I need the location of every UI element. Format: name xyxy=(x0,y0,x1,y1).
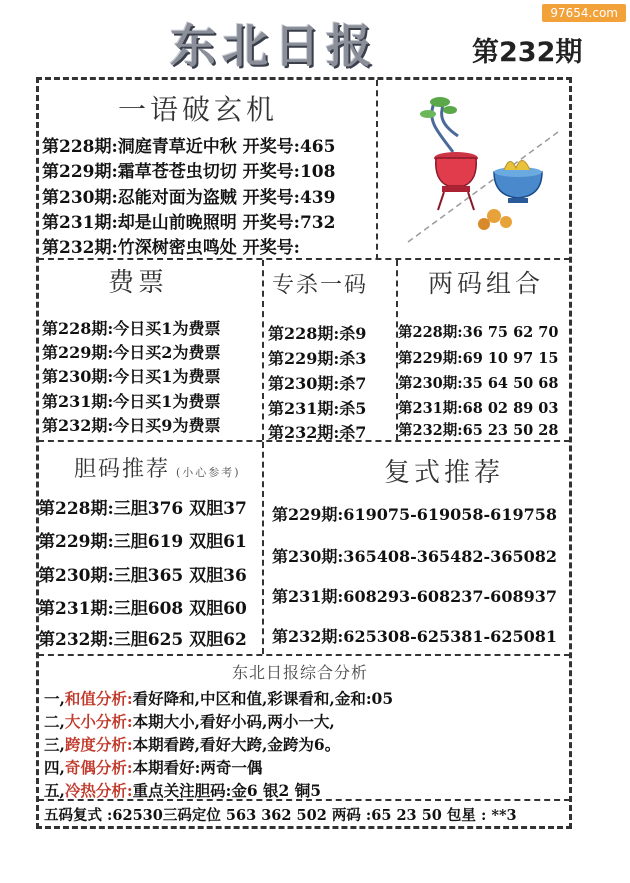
summary-row-text: 本期大小,看好小码,两小一大, xyxy=(132,712,335,731)
summary-row-label: 大小分析: xyxy=(64,712,133,731)
zhuansha-row: 第232期:杀7 xyxy=(268,423,367,442)
summary-row xyxy=(44,687,393,709)
summary-bottom-line: 五码复式 :62530三码定位 563 362 502 两码 :65 23 50 包星 : **3 xyxy=(44,807,517,824)
fushi-row: 第229期:619075-619058-619758 xyxy=(272,505,557,524)
liangma-row: 第229期:69 10 97 15 xyxy=(398,350,559,367)
divider-feipiao-vertical xyxy=(262,260,264,440)
feipiao-title: 费票 xyxy=(108,268,169,298)
feipiao-row: 第228期:今日买1为费票 xyxy=(42,319,221,338)
divider-riddle-vertical xyxy=(376,80,378,260)
masthead-title: 东北日报 xyxy=(170,19,378,73)
summary-row-text: 本期看跨,看好大跨,金跨为6。 xyxy=(132,735,341,754)
danma-row: 第232期:三胆625 双胆62 xyxy=(38,630,247,650)
summary-row-num: 三, xyxy=(44,735,65,754)
summary-row-label: 和值分析: xyxy=(64,689,133,708)
zhuansha-row: 第228期:杀9 xyxy=(268,324,367,343)
summary-row-num: 五, xyxy=(44,781,65,800)
divider-1 xyxy=(38,258,570,260)
liangma-row: 第232期:65 23 50 28 xyxy=(398,422,559,439)
tree-branch-icon xyxy=(420,97,458,152)
summary-row-text: 本期看好:两奇一偶 xyxy=(132,758,263,777)
danma-title: 胆码推荐 (小心参考) xyxy=(74,457,241,482)
summary-row-text: 重点关注胆码:金6 银2 铜5 xyxy=(132,781,322,800)
zhuansha-row: 第230期:杀7 xyxy=(268,374,367,393)
red-vase-icon xyxy=(434,152,478,210)
feipiao-row: 第231期:今日买1为费票 xyxy=(42,392,221,411)
danma-row: 第228期:三胆376 双胆37 xyxy=(38,499,247,519)
danma-row: 第230期:三胆365 双胆36 xyxy=(38,566,247,586)
blue-bowl-icon xyxy=(494,160,542,203)
divider-3 xyxy=(38,654,570,656)
feipiao-row: 第230期:今日买1为费票 xyxy=(42,367,221,386)
riddle-title: 一语破玄机 xyxy=(118,93,279,126)
summary-row xyxy=(44,779,321,801)
summary-row-label: 跨度分析: xyxy=(64,735,133,754)
summary-row-num: 四, xyxy=(44,758,65,777)
fushi-title: 复式推荐 xyxy=(384,458,505,488)
zhuansha-row: 第231期:杀5 xyxy=(268,399,367,418)
zhuansha-title: 专杀一码 xyxy=(272,273,369,298)
summary-row-text: 看好降和,中区和值,彩课看和,金和:05 xyxy=(132,689,394,708)
feipiao-row: 第232期:今日买9为费票 xyxy=(42,416,221,435)
fushi-row: 第231期:608293-608237-608937 xyxy=(272,587,557,606)
fruit-icon xyxy=(478,209,512,230)
fushi-row: 第230期:365408-365482-365082 xyxy=(272,547,557,566)
danma-row: 第231期:三胆608 双胆60 xyxy=(38,599,247,619)
liangma-row: 第228期:36 75 62 70 xyxy=(398,324,559,341)
liangma-title: 两码组合 xyxy=(428,269,545,298)
fushi-row: 第232期:625308-625381-625081 xyxy=(272,627,557,646)
riddle-row: 第231期:却是山前晚照明 开奖号:732 xyxy=(42,213,336,233)
summary-row xyxy=(44,756,262,778)
zhuansha-row: 第229期:杀3 xyxy=(268,349,367,368)
summary-row-label: 奇偶分析: xyxy=(64,758,133,777)
feipiao-row: 第229期:今日买2为费票 xyxy=(42,343,221,362)
danma-row: 第229期:三胆619 双胆61 xyxy=(38,532,247,552)
summary-row-num: 一, xyxy=(44,689,65,708)
divider-danma-vertical xyxy=(262,442,264,654)
danma-note: (小心参考) xyxy=(176,466,241,479)
riddle-row: 第228期:洞庭青草近中秋 开奖号:465 xyxy=(42,137,336,157)
summary-row-label: 冷热分析: xyxy=(64,781,133,800)
riddle-row: 第229期:霜草苍苍虫切切 开奖号:108 xyxy=(42,162,336,182)
incense-burner-illustration xyxy=(398,92,566,254)
summary-row xyxy=(44,733,340,755)
issue-number: 第232期 xyxy=(472,37,583,68)
summary-row-num: 二, xyxy=(44,712,65,731)
riddle-row: 第230期:忍能对面为盗贼 开奖号:439 xyxy=(42,188,336,208)
liangma-row: 第231期:68 02 89 03 xyxy=(398,400,559,417)
riddle-row: 第232期:竹深树密虫鸣处 开奖号: xyxy=(42,238,300,258)
site-watermark: 97654.com xyxy=(542,4,626,22)
liangma-row: 第230期:35 64 50 68 xyxy=(398,375,559,392)
summary-title: 东北日报综合分析 xyxy=(232,663,369,682)
summary-row xyxy=(44,710,335,732)
